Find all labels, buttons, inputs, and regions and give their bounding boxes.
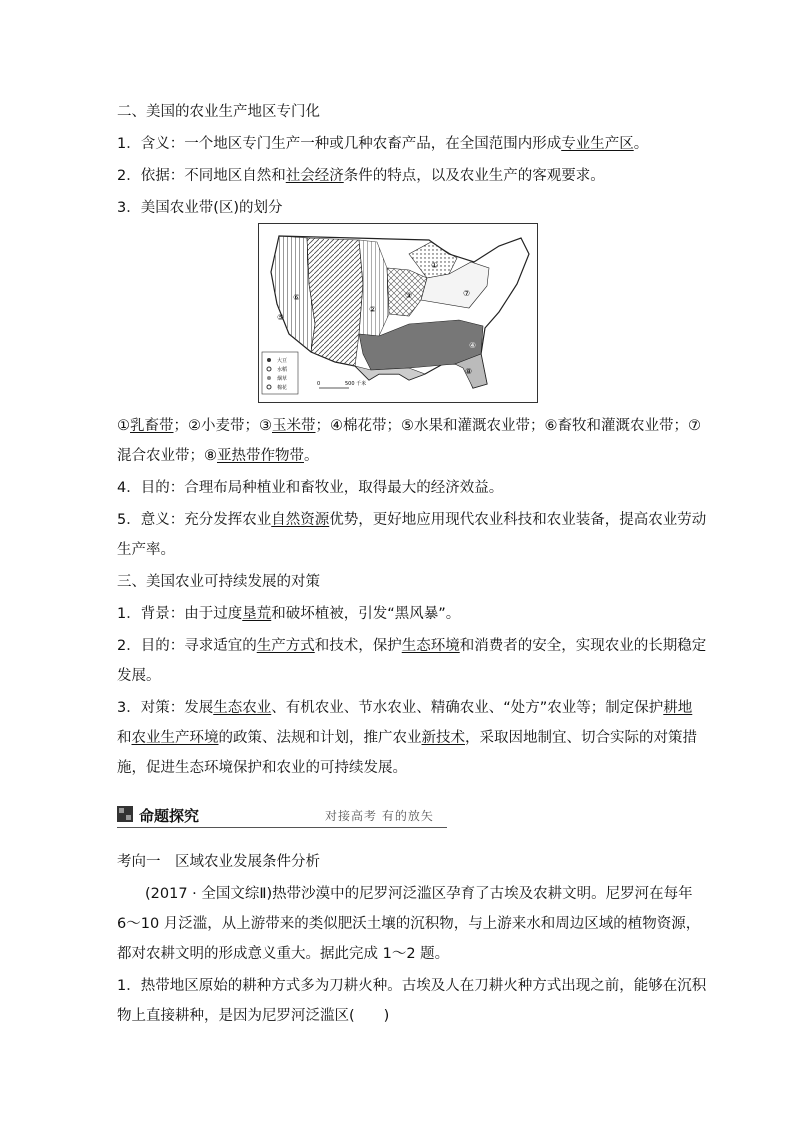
svg-text:⑧: ⑧	[465, 367, 473, 376]
section-2-heading: 二、美国的农业生产地区专门化	[117, 104, 320, 120]
item-measures-2: 和农业生产环境的政策、法规和计划，推广农业新技术，采取因地制宜、切合实际的对策措	[117, 730, 697, 746]
item-significance-2: 生产率。	[117, 542, 175, 558]
exam-direction: 考向一 区域农业发展条件分析	[117, 854, 320, 870]
item-measures-3: 施，促进生态环境保护和农业的可持续发展。	[117, 760, 407, 776]
exam-para-3: 都对农耕文明的形成意义重大。据此完成 1～2 题。	[117, 946, 450, 962]
banner-subtitle: 对接高考 有的放矢	[325, 809, 434, 823]
svg-text:②: ②	[369, 305, 377, 314]
scale-label: 500 千米	[345, 381, 367, 387]
legend-soybean: 大豆	[277, 358, 288, 364]
item-goal-1: 2．目的：寻求适宜的生产方式和技术，保护生态环境和消费者的安全，实现农业的长期稳定	[117, 638, 707, 654]
svg-text:⑤: ⑤	[277, 313, 285, 322]
question-1-line-2: 物上直接耕种，是因为尼罗河泛滥区( )	[117, 1008, 390, 1024]
section-banner	[117, 803, 447, 829]
item-basis: 2．依据：不同地区自然和社会经济条件的特点，以及农业生产的客观要求。	[117, 168, 605, 184]
legend-tobacco: 烟草	[277, 376, 288, 382]
svg-text:①: ①	[431, 261, 439, 270]
item-purpose: 4．目的：合理布局种植业和畜牧业，取得最大的经济效益。	[117, 480, 504, 496]
item-measures-1: 3．对策：发展生态农业、有机农业、节水农业、精确农业、“处方”农业等；制定保护耕地	[117, 700, 693, 716]
legend-cotton: 棉花	[277, 385, 288, 391]
belt-list-line-1: ①乳畜带；②小麦带；③玉米带；④棉花带；⑤水果和灌溉农业带；⑥畜牧和灌溉农业带；⑦	[117, 418, 701, 434]
belt-list-line-2: 混合农业带；⑧亚热带作物带。	[117, 448, 319, 464]
svg-text:⑥: ⑥	[293, 293, 301, 302]
exam-para-2: 6～10 月泛滥，从上游带来的类似肥沃土壤的沉积物，与上游来水和周边区域的植物资源，	[117, 916, 701, 932]
svg-text:③: ③	[405, 291, 413, 300]
svg-text:④: ④	[469, 341, 477, 350]
item-division: 3．美国农业带(区)的划分	[117, 200, 283, 216]
divider	[117, 827, 447, 828]
section-3-heading: 三、美国农业可持续发展的对策	[117, 574, 320, 590]
exam-para-1: (2017 · 全国文综Ⅱ)热带沙漠中的尼罗河泛滥区孕育了古埃及农耕文明。尼罗河在每年	[145, 886, 693, 902]
item-background: 1．背景：由于过度垦荒和破坏植被，引发“黑风暴”。	[117, 606, 461, 622]
banner-title: 命题探究	[139, 807, 200, 825]
grid-icon	[117, 806, 133, 822]
svg-text:⑦: ⑦	[463, 289, 471, 298]
question-1-line-1: 1．热带地区原始的耕种方式多为刀耕火种。古埃及人在刀耕火种方式出现之前，能够在沉积	[117, 978, 707, 994]
item-goal-2: 发展。	[117, 668, 161, 684]
item-meaning: 1．含义：一个地区专门生产一种或几种农畜产品，在全国范围内形成专业生产区。	[117, 136, 649, 152]
legend-rice: 水稻	[277, 367, 288, 373]
us-agriculture-map	[258, 223, 538, 403]
item-significance-1: 5．意义：充分发挥农业自然资源优势，更好地应用现代农业科技和农业装备，提高农业劳动	[117, 512, 707, 528]
scale-zero: 0	[317, 381, 321, 387]
